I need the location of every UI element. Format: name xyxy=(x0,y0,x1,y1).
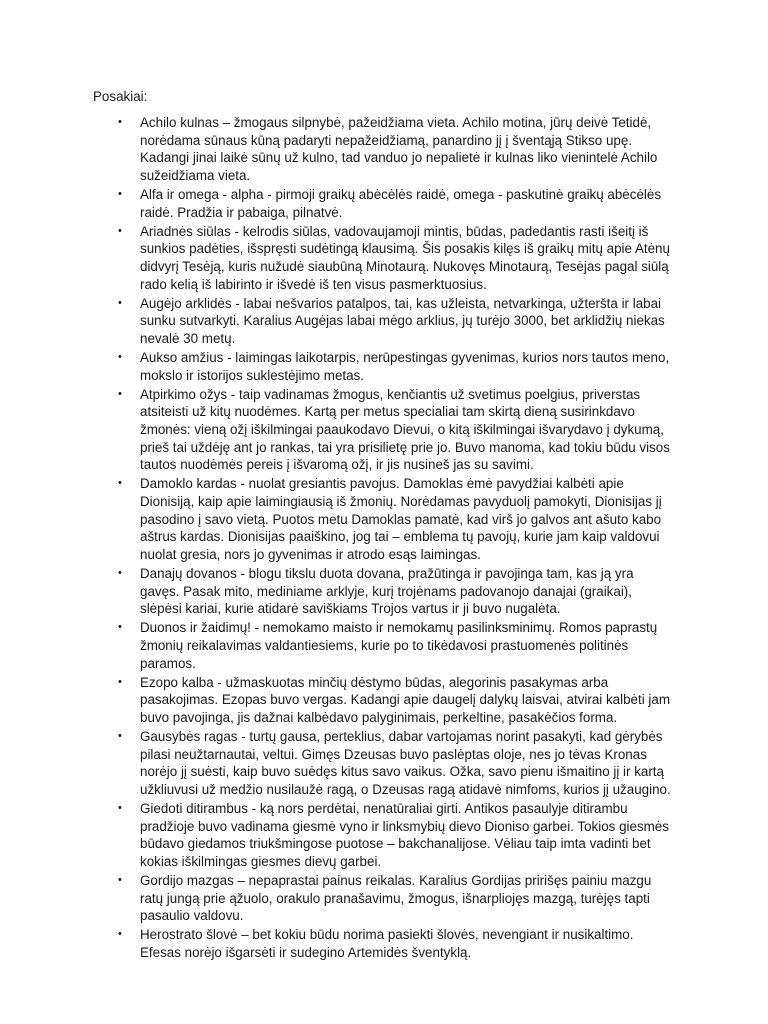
list-item xyxy=(118,872,675,925)
list-item xyxy=(118,926,675,961)
list-item xyxy=(118,728,675,798)
bullet-icon: • xyxy=(118,116,122,128)
bullet-icon: • xyxy=(118,224,122,237)
list-item xyxy=(118,619,675,672)
list-item-text: Alfa ir omega - alpha - pirmoji graikų abėcėlės raidė, omega - paskutinė graikų abėcėlės raidė. Pradžia ir pabaiga, pilnatvė. xyxy=(140,186,662,220)
bullet-icon: • xyxy=(118,187,122,200)
list-item-text: Atpirkimo ožys - taip vadinamas žmogus, kenčiantis už svetimus poelgius, priverstas atsiteisti už kitų nuodėmes. Kartą per metus specialiai tam skirtą dieną susirinkdavo žmonės: vieną ožį iškilmingai paaukodavo Dievui, o kitą iškilmingai išvarydavo į dykumą, prieš tai uždėję ant jo rankas, tai yra prisilietę prie jo. Buvo manoma, kad tokiu būdu visos tautos nuodėmės pereis į išvaromą ožį, ir jis nusineš jas su savimi. xyxy=(140,386,670,473)
list-item xyxy=(118,114,675,184)
list-item-text: Aukso amžius - laimingas laikotarpis, nerūpestingas gyvenimas, kurios nors tautos meno, mokslo ir istorijos suklestėjimo metas. xyxy=(140,350,670,383)
list-item xyxy=(118,565,675,618)
document-heading: Posakiai: xyxy=(93,89,148,104)
bullet-icon: • xyxy=(118,928,122,941)
bullet-icon: • xyxy=(118,296,122,309)
list-item-text: Augėjo arklidės - labai nešvarios patalpos, tai, kas užleista, netvarkinga, užteršta ir labai sunku sutvarkyti. Karalius Augėjas labai mėgo arklius, jų turėjo 3000, bet arklidžių niekas nevalė 30 metų. xyxy=(140,295,665,346)
list-item xyxy=(118,349,675,384)
list-item-text: Gausybės ragas - turtų gausa, perteklius, dabar vartojamas norint pasakyti, kad gėrybės pilasi neužtarnautai, veltui. Gimęs Dzeusas buvo paslėptas oloje, nes jo tėvas Kronas norėjo jį suėsti, kaip buvo suėdęs kitus savo vaikus. Ožka, savo pienu išmaitino jį ir kartą užkliuvusi už medžio nusilaužė ragą, o Dzeusas ragą atidavė nimfoms, kurios jį užaugino. xyxy=(140,729,671,797)
list-item-text: Damoklo kardas - nuolat gresiantis pavojus. Damoklas ėmė pavydžiai kalbėti apie Dionisiją, kaip apie laimingiausią iš žmonių. Norėdamas pavyduolį pamokyti, Dionisijas jį pasodino į savo vietą. Puotos metu Damoklas pamatė, kad virš jo galvos ant ašuto kabo aštrus kardas. Dionisijas paaiškino, jog tai – emblema tų pavojų, kurie jam kaip valdovui nuolat gresia, nors jo gyvenimas ir atrodo esąs laimingas. xyxy=(140,476,662,562)
list-item-text: Ariadnės siūlas - kelrodis siūlas, vadovaujamoji mintis, būdas, padedantis rasti išeitį iš sunkios padėties, išspręsti sudėtingą klausimą. Šis posakis kilęs iš graikų mitų apie Atėnų didvyrį Tesėją, kuris nužudė siaubūną Minotaurą. Nukovęs Minotaurą, Tesėjas pagal siūlą rado kelią iš labirinto ir išvedė iš ten visus pasmerktuosius. xyxy=(140,223,670,292)
list-item-text: Giedoti ditirambus - ką nors perdėtai, nenatūraliai girti. Antikos pasaulyje ditirambu pradžioje buvo vadinama giesmė vyno ir linksmybių dievo Dioniso garbei. Tokios giesmės būdavo giedamos triukšmingose puotose – bakchanalijose. Vėliau taip imta vadinti bet kokias iškilmingas giesmes dievų garbei. xyxy=(140,801,669,869)
sayings-list xyxy=(118,114,675,963)
list-item xyxy=(118,295,675,348)
list-item xyxy=(118,674,675,727)
bullet-icon: • xyxy=(118,477,122,490)
list-item xyxy=(118,800,675,870)
list-item xyxy=(118,475,675,563)
bullet-icon: • xyxy=(118,567,122,579)
list-item-text: Gordijo mazgas – nepaprastai painus reikalas. Karalius Gordijas pririšęs painiu mazgu ratų jungą prie ąžuolo, orakulo pranašavimu, žmogus, išnarpliojęs mazgą, turėjęs tapti pasaulio valdovu. xyxy=(140,873,652,924)
list-item xyxy=(118,386,675,474)
bullet-icon: • xyxy=(118,802,122,815)
bullet-icon: • xyxy=(118,387,122,400)
list-item xyxy=(118,186,675,221)
list-item-text: Ezopo kalba - užmaskuotas minčių dėstymo būdas, alegorinis pasakymas arba pasakojimas. Ezopas buvo vergas. Kadangi apie daugelį dalykų laisvai, atvirai kalbėti jam buvo pavojinga, jis dažnai kalbėdavo palyginimais, perkeltine, pasakėčios forma. xyxy=(140,674,670,725)
bullet-icon: • xyxy=(118,730,122,743)
bullet-icon: • xyxy=(118,675,122,688)
list-item xyxy=(118,223,675,293)
list-item-text: Danajų dovanos - blogu tikslu duota dovana, pražūtinga ir pavojinga tam, kas ją yra gavęs. Pasak mito, mediniame arklyje, kurį trojėnams padovanojo danajai (graikai), slėpėsi kariai, kurie atidarė saviškiams Trojos vartus ir ji buvo nugalėta. xyxy=(140,566,634,617)
list-item-text: Achilo kulnas – žmogaus silpnybė, pažeidžiama vieta. Achilo motina, jūrų deivė Tetidė, norėdama sūnaus kūną padaryti nepažeidžiamą, panardino jį į šventąją Stikso upę. Kadangi jinai laikė sūnų už kulno, tad vanduo jo nepalietė ir kulnas liko vienintelė Achilo sužeidžiama vieta. xyxy=(140,115,658,183)
list-item-text: Herostrato šlovė – bet kokiu būdu norima pasiekti šlovės, nevengiant ir nusikaltimo. Efesas norėjo išgarsėti ir sudegino Artemidės šventyklą. xyxy=(140,927,634,961)
bullet-icon: • xyxy=(118,351,122,364)
list-item-text: Duonos ir žaidimų! - nemokamo maisto ir nemokamų pasilinksminimų. Romos paprastų žmonių reikalavimas valdantiesiems, kurie po to tikėdavosi prastuomenės politinės paramos. xyxy=(140,620,658,671)
bullet-icon: • xyxy=(118,874,122,887)
bullet-icon: • xyxy=(118,621,122,634)
